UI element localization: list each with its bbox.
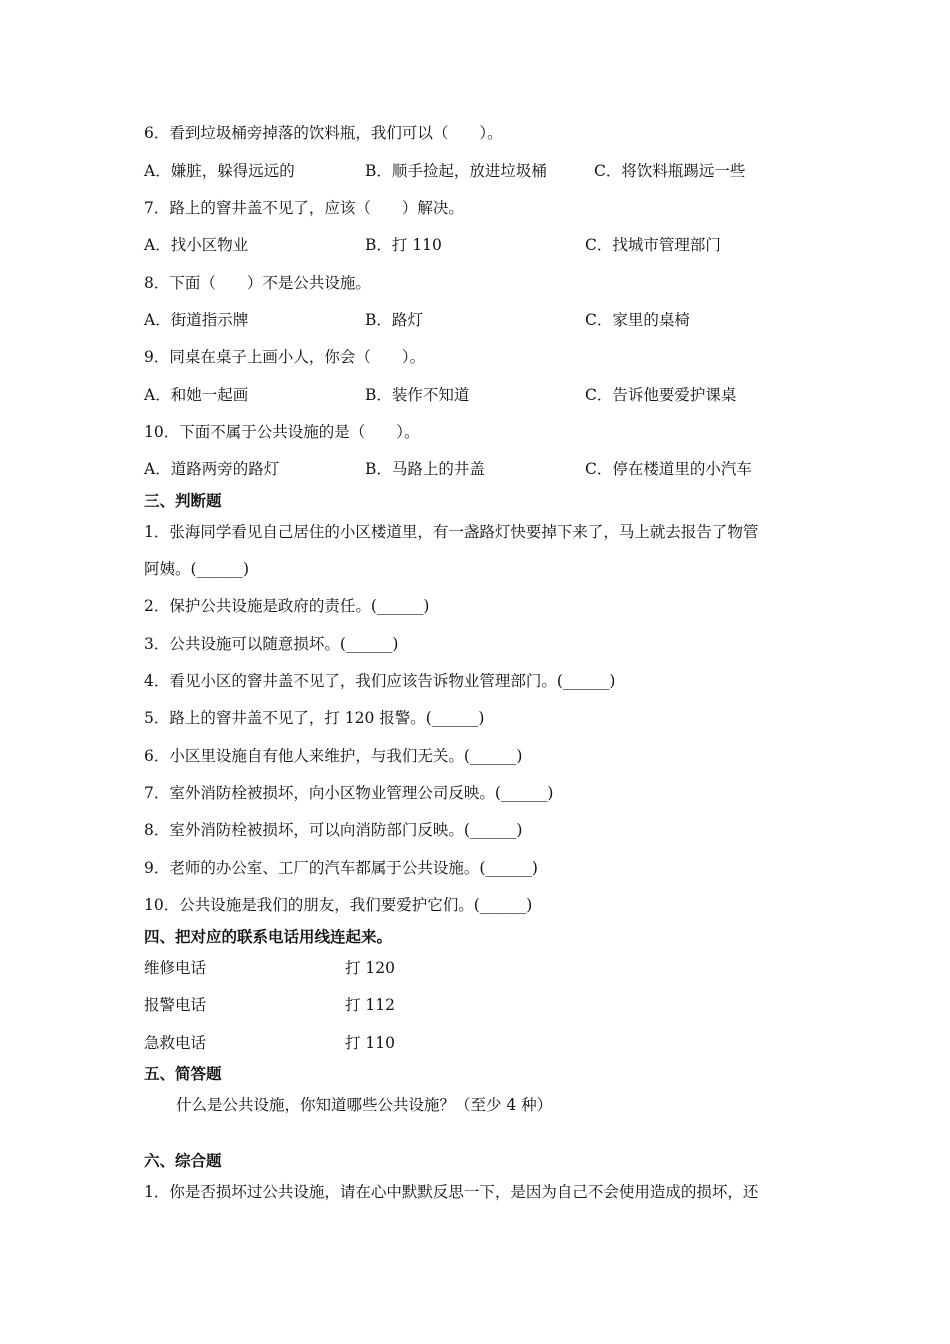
option-b: B．顺手捡起，放进垃圾桶 xyxy=(365,162,547,180)
question-text: 10．下面不属于公共设施的是（ ）。 xyxy=(144,423,420,441)
match-right-3: 打 110 xyxy=(345,1034,396,1052)
option-c: C．停在楼道里的小汽车 xyxy=(585,460,752,478)
match-heading: 四、把对应的联系电话用线连起来。 xyxy=(144,928,393,946)
judge-item-4: 4．看见小区的窨井盖不见了，我们应该告诉物业管理部门。(______) xyxy=(144,672,616,690)
judge-heading: 三、判断题 xyxy=(144,492,222,510)
judge-item-5: 5．路上的窨井盖不见了，打 120 报警。(______) xyxy=(144,709,485,727)
option-c: C．找城市管理部门 xyxy=(585,236,721,254)
question-text: 7．路上的窨井盖不见了，应该（ ）解决。 xyxy=(144,199,464,217)
match-right-1: 打 120 xyxy=(345,959,396,977)
option-a: A．嫌脏，躲得远远的 xyxy=(144,162,295,180)
judge-item-10: 10．公共设施是我们的朋友，我们要爱护它们。(______) xyxy=(144,896,533,914)
match-right-2: 打 112 xyxy=(345,996,396,1014)
option-a: A．找小区物业 xyxy=(144,236,249,254)
option-a: A．道路两旁的路灯 xyxy=(144,460,280,478)
option-a: A．街道指示牌 xyxy=(144,311,249,329)
match-left-3: 急救电话 xyxy=(144,1034,207,1052)
option-b: B．路灯 xyxy=(365,311,423,329)
judge-item-2: 2．保护公共设施是政府的责任。(______) xyxy=(144,597,430,615)
judge-item-1-cont: 阿姨。(______) xyxy=(144,560,250,578)
short-answer-heading: 五、简答题 xyxy=(144,1065,222,1083)
option-b: B．装作不知道 xyxy=(365,386,470,404)
comprehensive-heading: 六、综合题 xyxy=(144,1152,222,1170)
judge-item-8: 8．室外消防栓被损坏，可以向消防部门反映。(______) xyxy=(144,821,523,839)
question-text: 9．同桌在桌子上画小人，你会（ ）。 xyxy=(144,348,426,366)
comprehensive-question-1: 1．你是否损坏过公共设施，请在心中默默反思一下，是因为自己不会使用造成的损坏，还 xyxy=(144,1183,759,1201)
match-left-2: 报警电话 xyxy=(144,996,207,1014)
judge-item-9: 9．老师的办公室、工厂的汽车都属于公共设施。(______) xyxy=(144,859,538,877)
option-a: A．和她一起画 xyxy=(144,386,249,404)
judge-item-3: 3．公共设施可以随意损坏。(______) xyxy=(144,635,399,653)
option-b: B．打 110 xyxy=(365,236,442,254)
option-c: C．告诉他要爱护课桌 xyxy=(585,386,737,404)
match-left-1: 维修电话 xyxy=(144,959,207,977)
option-c: C．将饮料瓶踢远一些 xyxy=(594,162,746,180)
judge-item-6: 6．小区里设施自有他人来维护，与我们无关。(______) xyxy=(144,747,523,765)
short-answer-question: 什么是公共设施，你知道哪些公共设施？（至少 4 种） xyxy=(176,1096,553,1114)
option-b: B．马路上的井盖 xyxy=(365,460,485,478)
judge-item-7: 7．室外消防栓被损坏，向小区物业管理公司反映。(______) xyxy=(144,784,554,802)
question-text: 8．下面（ ）不是公共设施。 xyxy=(144,274,371,292)
option-c: C．家里的桌椅 xyxy=(585,311,690,329)
question-text: 6．看到垃圾桶旁掉落的饮料瓶，我们可以（ ）。 xyxy=(144,124,503,142)
judge-item-1: 1．张海同学看见自己居住的小区楼道里，有一盏路灯快要掉下来了，马上就去报告了物管 xyxy=(144,523,759,541)
